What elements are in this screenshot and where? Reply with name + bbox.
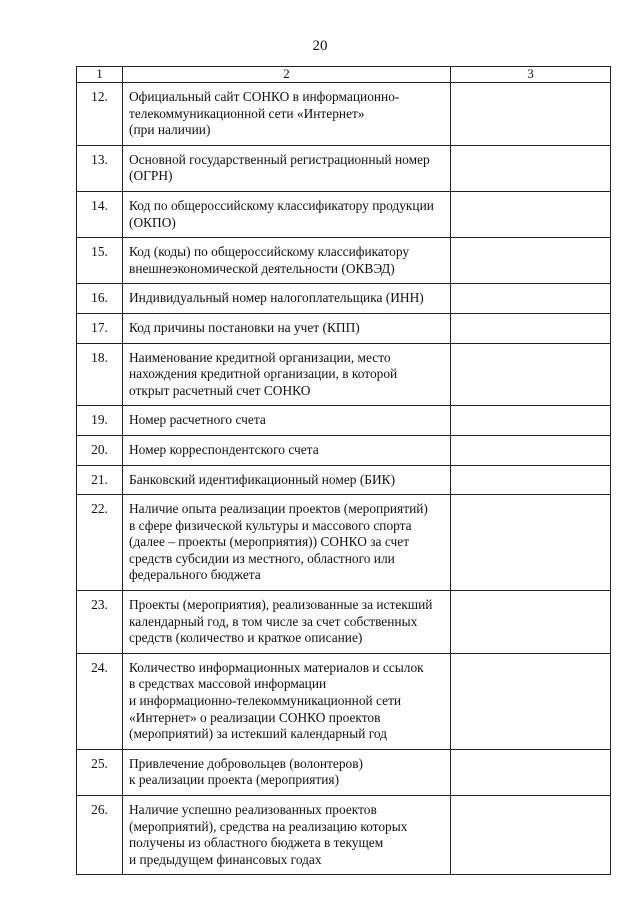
table-row (77, 284, 611, 314)
description-line: Проекты (мероприятия), реализованные за истекший (129, 597, 433, 613)
row-description (123, 83, 451, 146)
row-number: 20. (77, 435, 123, 465)
value-cell[interactable] (451, 191, 611, 237)
value-cell[interactable] (451, 749, 611, 795)
row-description (123, 145, 451, 191)
description-line: и предыдущем финансовых годах (129, 851, 322, 867)
row-number: 21. (77, 465, 123, 495)
value-cell[interactable] (451, 145, 611, 191)
table-row (77, 191, 611, 237)
description-line: Код (коды) по общероссийскому классификатору (129, 244, 410, 260)
row-number: 22. (77, 495, 123, 591)
row-description (123, 495, 451, 591)
table-row (77, 145, 611, 191)
row-description (123, 238, 451, 284)
table-row (77, 591, 611, 654)
row-number: 24. (77, 653, 123, 749)
description-line: открыт расчетный счет СОНКО (129, 382, 311, 398)
value-cell[interactable] (451, 238, 611, 284)
row-description (123, 406, 451, 436)
description-line: нахождения кредитной организации, в которой (129, 366, 398, 382)
row-number: 14. (77, 191, 123, 237)
row-number: 18. (77, 343, 123, 406)
description-line: Индивидуальный номер налогоплательщика (ИНН) (129, 290, 424, 306)
description-line: Номер корреспондентского счета (129, 441, 319, 457)
table-row (77, 83, 611, 146)
description-line: Код по общероссийскому классификатору продукции (129, 197, 434, 213)
value-cell[interactable] (451, 313, 611, 343)
row-number: 15. (77, 238, 123, 284)
value-cell[interactable] (451, 465, 611, 495)
row-number: 17. (77, 313, 123, 343)
description-line: Основной государственный регистрационный номер (129, 151, 430, 167)
description-line: Банковский идентификационный номер (БИК) (129, 471, 396, 487)
header-cell-3: 3 (451, 67, 611, 83)
page-number: 20 (312, 38, 328, 54)
description-line: календарный год, в том числе за счет собственных (129, 613, 418, 629)
table-row (77, 653, 611, 749)
row-number: 16. (77, 284, 123, 314)
table-row (77, 796, 611, 875)
row-description (123, 653, 451, 749)
description-line: к реализации проекта (мероприятия) (129, 772, 340, 788)
row-number: 26. (77, 796, 123, 875)
row-number: 12. (77, 83, 123, 146)
description-line: «Интернет» о реализации СОНКО проектов (129, 709, 381, 725)
description-line: (мероприятий), средства на реализацию которых (129, 818, 408, 834)
description-line: Код причины постановки на учет (КПП) (129, 319, 360, 335)
row-number: 23. (77, 591, 123, 654)
description-line: Привлечение добровольцев (волонтеров) (129, 755, 364, 771)
value-cell[interactable] (451, 406, 611, 436)
row-description (123, 284, 451, 314)
description-line: Наименование кредитной организации, место (129, 349, 391, 365)
row-number: 25. (77, 749, 123, 795)
value-cell[interactable] (451, 653, 611, 749)
row-description (123, 313, 451, 343)
row-description (123, 435, 451, 465)
description-line: получены из областного бюджета в текущем (129, 835, 384, 851)
table-row (77, 343, 611, 406)
description-line: в средствах массовой информации (129, 676, 327, 692)
table-header-row (77, 67, 611, 83)
table-row (77, 435, 611, 465)
description-line: средств (количество и краткое описание) (129, 630, 363, 646)
value-cell[interactable] (451, 343, 611, 406)
description-line: (при наличии) (129, 122, 211, 138)
table-row (77, 238, 611, 284)
description-line: Номер расчетного счета (129, 412, 266, 428)
row-description (123, 749, 451, 795)
row-description (123, 191, 451, 237)
value-cell[interactable] (451, 435, 611, 465)
description-line: федерального бюджета (129, 567, 261, 583)
table-row (77, 495, 611, 591)
description-line: (ОГРН) (129, 168, 173, 184)
description-line: Количество информационных материалов и ссылок (129, 659, 424, 675)
table-row (77, 749, 611, 795)
description-line: (мероприятий) за истекший календарный год (129, 726, 387, 742)
description-line: средств субсидии из местного, областного или (129, 550, 395, 566)
row-description (123, 343, 451, 406)
description-line: (ОКПО) (129, 214, 176, 230)
row-description (123, 591, 451, 654)
description-line: и информационно-телекоммуникационной сети (129, 693, 402, 709)
row-number: 13. (77, 145, 123, 191)
value-cell[interactable] (451, 495, 611, 591)
value-cell[interactable] (451, 591, 611, 654)
description-line: внешнеэкономической деятельности (ОКВЭД) (129, 260, 395, 276)
table-row (77, 313, 611, 343)
description-line: Наличие опыта реализации проектов (мероприятий) (129, 501, 428, 517)
description-line: (далее – проекты (мероприятия)) СОНКО за счет (129, 534, 410, 550)
table-row (77, 406, 611, 436)
description-line: Официальный сайт СОНКО в информационно- (129, 89, 400, 104)
row-description (123, 465, 451, 495)
value-cell[interactable] (451, 83, 611, 146)
value-cell[interactable] (451, 796, 611, 875)
description-line: Наличие успешно реализованных проектов (129, 802, 377, 817)
value-cell[interactable] (451, 284, 611, 314)
header-cell-1: 1 (77, 67, 123, 83)
row-description (123, 796, 451, 875)
info-table (76, 66, 611, 875)
table-row (77, 465, 611, 495)
description-line: телекоммуникационной сети «Интернет» (129, 105, 365, 121)
header-cell-2: 2 (123, 67, 451, 83)
description-line: в сфере физической культуры и массового спорта (129, 517, 412, 533)
row-number: 19. (77, 406, 123, 436)
